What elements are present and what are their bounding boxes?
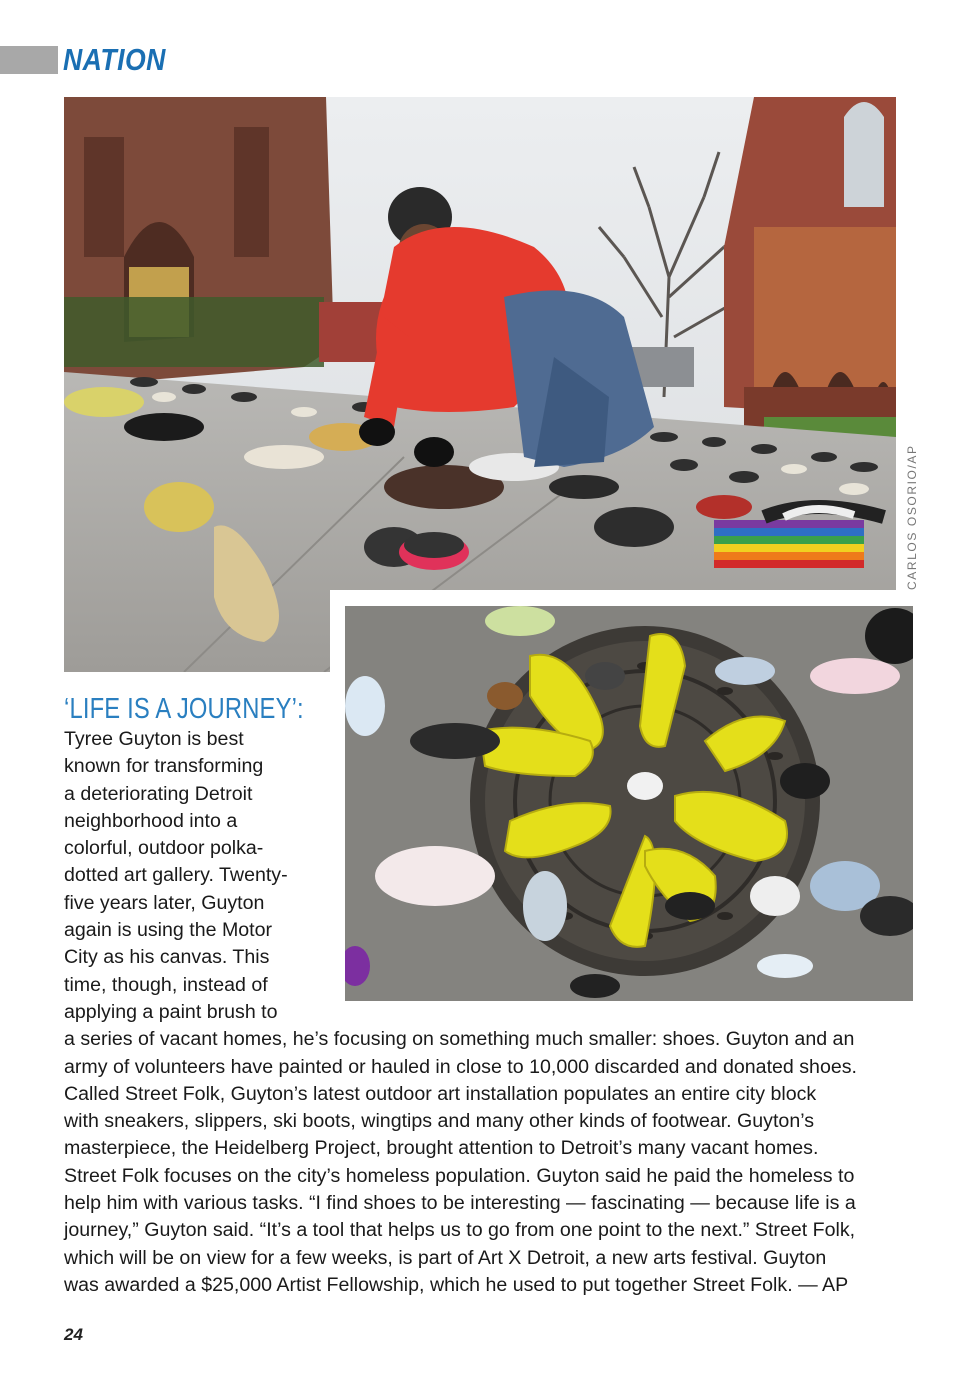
caption-line: journey,” Guyton said. “It’s a tool that helps us to go from one point to the next.” Street Folk, [64,1219,856,1242]
caption-line: again is using the Motor [64,919,273,942]
main-photo-image [64,97,896,672]
caption-line: Called Street Folk, Guyton’s latest outdoor art installation populates an entire city block [64,1082,817,1105]
caption-line: time, though, instead of [64,973,268,996]
caption-line: neighborhood into a [64,809,238,832]
caption-line: which will be on view for a few weeks, is part of Art X Detroit, a new arts festival. Guyton [64,1246,827,1269]
caption-line: with sneakers, slippers, ski boots, wingtips and many other kinds of footwear. Guyton’s [64,1110,815,1133]
caption-line: Street Folk focuses on the city’s homeless population. Guyton said he paid the homeless to [64,1164,855,1187]
section-label: NATION [63,42,166,77]
photo-credit: CARLOS OSORIO/AP [905,444,919,590]
main-photo [64,97,896,672]
caption-line: colorful, outdoor polka- [64,837,264,860]
caption-line: applying a paint brush to [64,1000,278,1023]
caption-line: Tyree Guyton is best [64,728,244,750]
section-bar [0,46,58,74]
caption-line: a series of vacant homes, he’s focusing on something much smaller: shoes. Guyton and an [64,1028,855,1051]
caption-line: a deteriorating Detroit [64,782,253,805]
caption-line: army of volunteers have painted or hauled in close to 10,000 discarded and donated shoes. [64,1055,857,1078]
caption-line: help him with various tasks. “I find shoes to be interesting — fascinating — because life is a [64,1192,856,1215]
caption-line: was awarded a $25,000 Artist Fellowship, which he used to put together Street Folk. — AP [64,1273,849,1296]
caption-line: City as his canvas. This [64,946,270,969]
caption-line: known for transforming [64,755,264,778]
caption-line: dotted art gallery. Twenty- [64,864,288,887]
page-number: 24 [64,1325,83,1344]
caption-headline: ‘LIFE IS A JOURNEY’: [64,693,304,725]
caption-body [64,726,896,1299]
caption-line: masterpiece, the Heidelberg Project, brought attention to Detroit’s many vacant homes. [64,1137,819,1160]
caption-line: five years later, Guyton [64,891,265,914]
